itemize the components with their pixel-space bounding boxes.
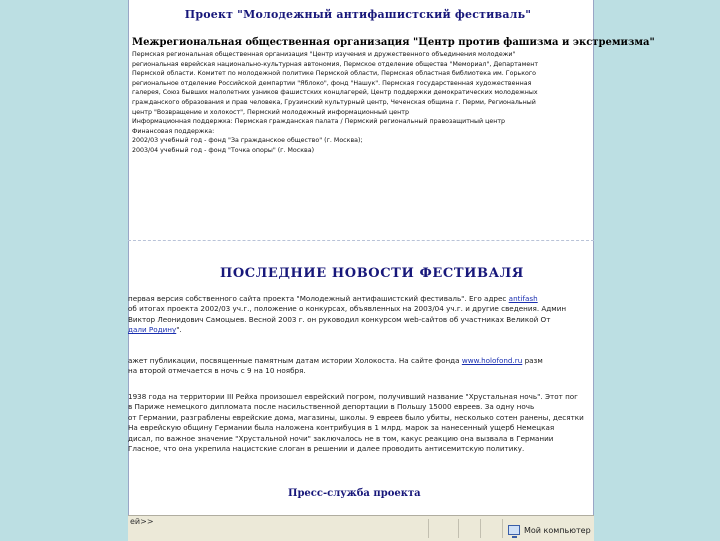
status-text[interactable]: ей>> (130, 517, 154, 526)
news-text: 1938 года на территории III Рейха произошел еврейский погром, получивший название "Хрустальная ночь". Этот пог (128, 392, 578, 401)
organizer-line: галерея, Союз бывших малолетних узников фашистских концлагерей, Центр поддержки демократических молодежных (132, 89, 538, 97)
defended-motherland-link[interactable]: дали Родину (128, 325, 177, 335)
news-text: об итогах проекта 2002/03 уч.г., положение о конкурсах, объявленных на 2003/04 уч.г. и другие сведения. Админ (128, 304, 567, 314)
holofond-link[interactable]: www.holofond.ru (461, 356, 523, 365)
security-zone[interactable] (508, 525, 591, 535)
organizer-line: Пермская региональная общественная организация "Центр изучения и дружественного объединения молодежи" (132, 51, 516, 58)
status-separator (502, 519, 503, 538)
organizer-line: региональная еврейская национально-культурная автономия, Пермское отделение общества "Мемориал", Департамент (132, 60, 539, 68)
news-item-site (128, 294, 598, 336)
news-text: Виктор Леонидович Самоцыев. Весной 2003 г. он руководил конкурсом web-сайтов об участниках Великой От (128, 314, 551, 324)
news-title: ПОСЛЕДНИЕ НОВОСТИ ФЕСТИВАЛЯ (220, 266, 524, 281)
organizers-heading: Межрегиональная общественная организация "Центр против фашизма и экстремизма" (132, 37, 655, 48)
news-text: ажет публикации, посвященные памятным датам истории Холокоста. На сайте фонда (128, 356, 460, 365)
zone-label: Мой компьютер (524, 525, 591, 535)
financial-support-label: Финансовая поддержка: (132, 127, 215, 135)
status-separator (428, 519, 429, 538)
status-separator (480, 519, 481, 538)
news-text: Гласное, что она укрепила нацистские слоган в решении и далее проводить антисемитскую политику. (128, 444, 525, 454)
news-item-crystal-night (128, 392, 598, 454)
organizer-line: центр "Возвращение и холокост", Пермский молодежный информационный центр (132, 108, 409, 116)
news-text: на второй отмечается в ночь с 9 на 10 ноября. (128, 366, 306, 376)
organizers-block (132, 36, 655, 156)
funding-line: 2003/04 учебный год - фонд "Точка опоры" (г. Москва) (132, 146, 315, 154)
news-text: первая версия собственного сайта проекта "Молодежный антифашистский фестиваль". Его адрес (128, 294, 507, 303)
funding-line: 2002/03 учебный год - фонд "За гражданское общество" (г. Москва); (132, 137, 363, 145)
status-separator (458, 519, 459, 538)
my-computer-icon (508, 525, 520, 535)
news-text: дисал, по важное значение "Хрустальной ночи" заключалось не в том, какус реакцию она вызвала в Германии (128, 433, 554, 443)
status-bar (128, 515, 594, 541)
browser-window (128, 0, 655, 540)
news-text: На еврейскую общину Германии была наложена контрибуция в 1 млрд. марок за нанесенный ущерб Немецкая (128, 423, 555, 433)
organizer-line: региональное отделение Российской демпартии "Яблоко", фонд "Нашук". Пермская государственная художественная (132, 79, 532, 87)
news-text: от Германии, разграблены еврейские дома, магазины, школы. 9 евреев было убиты, несколько сотен ранены, десятки (128, 412, 584, 422)
press-service-signature: Пресс-служба проекта (288, 488, 421, 499)
news-text: в Париже немецкого дипломата после насильственной депортации в Польшу 15000 евреев. За одну ночь (128, 402, 535, 412)
section-divider (128, 240, 594, 242)
news-text: разм (524, 356, 543, 365)
info-support-line: Информационная поддержка: Пермская гражданская палата / Пермский региональный правозащитный центр (132, 118, 506, 126)
news-item-holocaust (128, 356, 598, 377)
project-title: Проект "Молодежный антифашистский фестиваль" (184, 8, 532, 21)
news-text: ". (176, 325, 182, 335)
organizer-line: Пермской области. Комитет по молодежной политике Пермской области, Пермская областная библиотека им. Горького (132, 70, 537, 78)
organizer-line: гражданского образования и прав человека, Грузинский культурный центр, Чеченская община г. Перми, Региональный (132, 98, 536, 106)
antifash-link[interactable]: antifash (508, 294, 538, 303)
